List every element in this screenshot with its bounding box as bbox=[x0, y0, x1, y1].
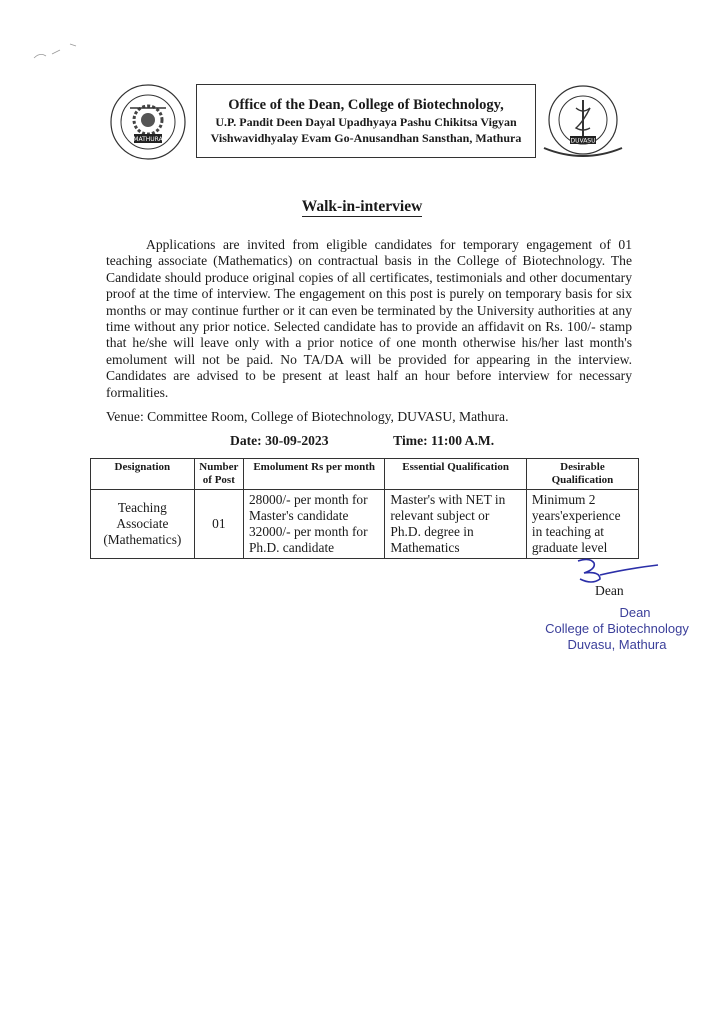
header-emolument: Emolument Rs per month bbox=[243, 459, 384, 490]
venue-line: Venue: Committee Room, College of Biotechnology, DUVASU, Mathura. bbox=[106, 409, 509, 424]
emblem-left-text: MATHURA bbox=[133, 136, 163, 143]
scan-mark bbox=[30, 34, 90, 64]
cell-designation: Teaching Associate (Mathematics) bbox=[91, 490, 195, 559]
college-emblem-left bbox=[108, 82, 188, 162]
vacancy-table bbox=[90, 458, 639, 559]
cell-emolument bbox=[243, 490, 384, 559]
notice-heading-text: Walk-in-interview bbox=[301, 198, 423, 215]
cell-desirable-qualification: Minimum 2 years'experience in teaching at graduate level bbox=[526, 490, 638, 559]
university-name-line1: U.P. Pandit Deen Dayal Upadhyaya Pashu Chikitsa Vigyan bbox=[215, 115, 517, 129]
table-header-row bbox=[91, 459, 639, 490]
emolument-phd: 32000/- per month for Ph.D. candidate bbox=[248, 524, 368, 555]
notice-heading bbox=[0, 198, 724, 216]
university-emblem-right bbox=[540, 82, 626, 162]
emolument-masters: 28000/- per month for Master's candidate bbox=[248, 492, 368, 523]
header-designation: Designation bbox=[91, 459, 195, 490]
notice-body: Applications are invited from eligible candidates for temporary engagement of 01 teaching associate (Mathematics) on contractual basis in the College of Biotechnology. The Candidate should produce original copies of all certificates, testimonials and other documentary proof at the time of interview. The engagement on this post is purely on temporary basis for six months or may continue further or it can even be terminated by the University authorities at any time without any prior notice. Selected candidate has to provide an affidavit on Rs. 100/- stamp that he/she will leave only with a prior notice of one month otherwise his/her last month's emolument will not be paid. No TA/DA will be provided for appearing in the interview. Candidates are advised to be present at least half an hour before interview for necessary formalities. bbox=[106, 237, 632, 400]
stamp-line-2: College of Biotechnology bbox=[545, 621, 689, 636]
header-essential-qualification: Essential Qualification bbox=[385, 459, 526, 490]
official-stamp bbox=[542, 605, 692, 653]
cell-essential-qualification: Master's with NET in relevant subject or Ph.D. degree in Mathematics bbox=[385, 490, 526, 559]
university-name-line2: Vishwavidhyalay Evam Go-Anusandhan Sansthan, Mathura bbox=[210, 131, 522, 145]
stamp-line-3: Duvasu, Mathura bbox=[567, 637, 667, 652]
header-desirable-qualification: Desirable Qualification bbox=[526, 459, 638, 490]
date-time-line bbox=[230, 433, 570, 449]
header-number-of-post: Number of Post bbox=[194, 459, 243, 490]
signatory-title: Dean bbox=[595, 583, 624, 598]
interview-date: Date: 30-09-2023 bbox=[230, 433, 329, 448]
stamp-line-1: Dean bbox=[619, 605, 651, 620]
handwritten-signature bbox=[570, 555, 660, 585]
interview-time: Time: 11:00 A.M. bbox=[393, 433, 495, 448]
table-row bbox=[91, 490, 639, 559]
office-title: Office of the Dean, College of Biotechnology, bbox=[228, 97, 504, 113]
emblem-right-text: DUVASU bbox=[570, 137, 596, 145]
cell-number-of-post: 01 bbox=[194, 490, 243, 559]
letterhead-box bbox=[196, 84, 536, 158]
